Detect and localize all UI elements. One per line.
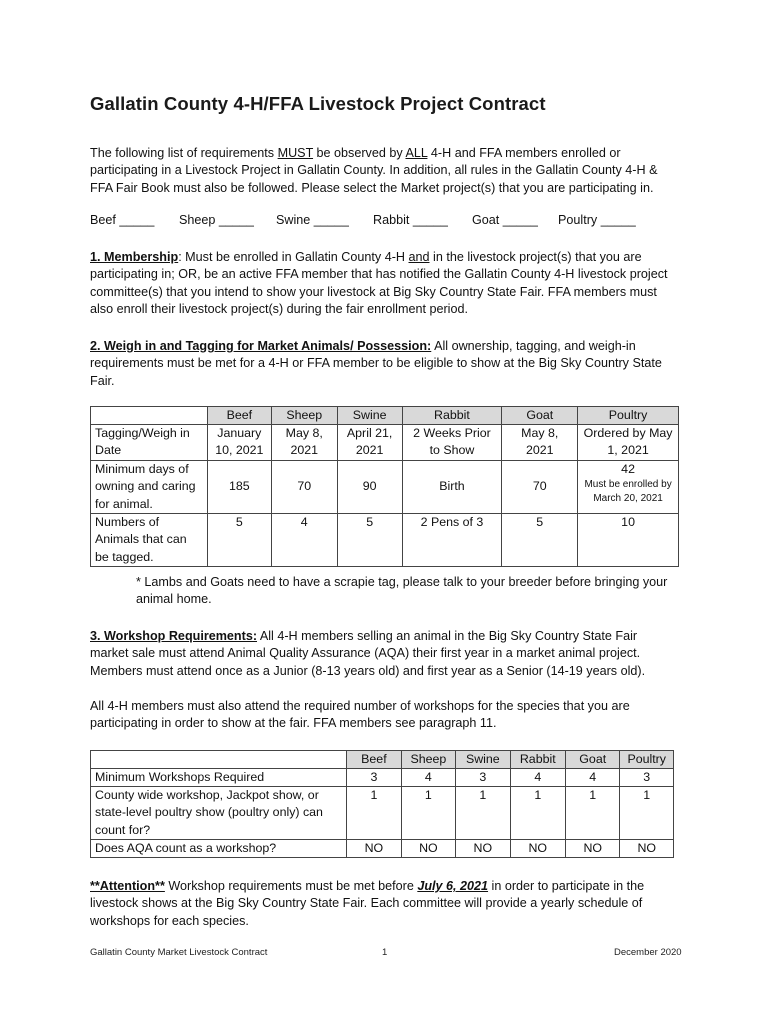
workshop-heading: 3. Workshop Requirements: — [90, 629, 258, 643]
cell: Ordered by May 1, 2021 — [578, 425, 679, 461]
cell: 90 — [337, 460, 402, 513]
cell: 4 — [271, 514, 337, 567]
option-goat[interactable]: Goat _____ — [472, 213, 538, 227]
cell: 2 Weeks Prior to Show — [402, 425, 502, 461]
cell: NO — [620, 839, 674, 857]
cell: 1 — [510, 787, 565, 840]
header-beef: Beef — [347, 751, 401, 769]
membership-text-2: in the livestock project(s) that you are participating in; OR, be an active FFA member that has notified the Gallatin County 4-H livestock project committee(s) that you intend to show your livestock at Big Sky Country State Fair. FFA members must also enroll their livestock project(s) during the fair enrollment period. — [90, 250, 668, 317]
table-row — [91, 460, 679, 513]
footer-left: Gallatin County Market Livestock Contract — [90, 947, 268, 958]
membership-and: and — [408, 250, 430, 264]
workshop-table — [90, 750, 674, 858]
cell: NO — [510, 839, 565, 857]
cell-poultry-days — [578, 460, 679, 513]
intro-all: ALL — [405, 146, 428, 160]
cell: 3 — [456, 769, 510, 787]
table-header-row — [91, 751, 674, 769]
cell: 185 — [207, 460, 271, 513]
workshop-paragraph-2: All 4-H members must also attend the required number of workshops for the species that you are participating in order to show at the fair. FFA members see paragraph 11. — [90, 699, 630, 731]
cell: 5 — [502, 514, 578, 567]
cell: 1 — [401, 787, 455, 840]
row-label: Minimum Workshops Required — [91, 769, 347, 787]
cell-value: 42 — [621, 461, 635, 476]
table-row — [91, 514, 679, 567]
option-rabbit[interactable]: Rabbit _____ — [373, 213, 448, 227]
membership-heading: 1. Membership — [90, 250, 179, 264]
header-goat: Goat — [566, 751, 620, 769]
intro-text-3: 4-H and FFA members enrolled or participating in a Livestock Project in Gallatin County. In addition, all rules in the Gallatin County 4-H & FFA Fair Book must also be followed. Please select the Market project(s) that you are participating in. — [90, 146, 658, 195]
section-weigh-in — [90, 338, 675, 390]
cell: 10 — [578, 514, 679, 567]
cell: January 10, 2021 — [207, 425, 271, 461]
section-membership — [90, 249, 675, 319]
cell: NO — [401, 839, 455, 857]
cell: 4 — [401, 769, 455, 787]
header-blank — [91, 407, 208, 425]
cell: May 8, 2021 — [271, 425, 337, 461]
header-rabbit: Rabbit — [402, 407, 502, 425]
header-beef: Beef — [207, 407, 271, 425]
tagging-table — [90, 406, 679, 567]
cell: 5 — [337, 514, 402, 567]
attention-paragraph — [90, 878, 675, 930]
cell: 5 — [207, 514, 271, 567]
attention-text-1: Workshop requirements must be met before — [164, 879, 418, 893]
option-sheep[interactable]: Sheep _____ — [179, 213, 254, 227]
membership-text-1: : Must be enrolled in Gallatin County 4-H — [178, 250, 409, 264]
cell: NO — [347, 839, 401, 857]
cell: 3 — [347, 769, 401, 787]
attention-text-2: in order to participate in the livestock shows at the Big Sky Country State Fair. Each committee will provide a yearly schedule of workshops for each species. — [90, 879, 645, 928]
intro-text-2: be observed by — [313, 146, 406, 160]
header-swine: Swine — [337, 407, 402, 425]
header-rabbit: Rabbit — [510, 751, 565, 769]
cell: 2 Pens of 3 — [402, 514, 502, 567]
header-goat: Goat — [502, 407, 578, 425]
row-label: County wide workshop, Jackpot show, or state-level poultry show (poultry only) can count for? — [91, 787, 347, 840]
header-poultry: Poultry — [578, 407, 679, 425]
cell: 70 — [502, 460, 578, 513]
weigh-in-heading: 2. Weigh in and Tagging for Market Animals/ Possession: — [90, 339, 432, 353]
footer-page-number: 1 — [382, 947, 388, 958]
section-workshop — [90, 628, 675, 680]
table-row — [91, 787, 674, 840]
header-sheep: Sheep — [401, 751, 455, 769]
footer-right: December 2020 — [614, 947, 682, 958]
table-header-row — [91, 407, 679, 425]
weigh-in-text: All ownership, tagging, and weigh-in requirements must be met for a 4-H or FFA member to be eligible to show at the Big Sky Country State Fair. — [90, 339, 662, 388]
cell: 1 — [566, 787, 620, 840]
cell: 1 — [347, 787, 401, 840]
option-swine[interactable]: Swine _____ — [276, 213, 349, 227]
row-label: Tagging/Weigh in Date — [91, 425, 208, 461]
table-row — [91, 425, 679, 461]
cell: May 8, 2021 — [502, 425, 578, 461]
poultry-note: Must be enrolled by March 20, 2021 — [584, 479, 672, 505]
attention-label: **Attention** — [90, 879, 165, 893]
header-swine: Swine — [456, 751, 510, 769]
cell: 4 — [566, 769, 620, 787]
intro-paragraph — [90, 145, 675, 197]
header-sheep: Sheep — [271, 407, 337, 425]
row-label: Minimum days of owning and caring for animal. — [91, 460, 208, 513]
cell: 1 — [456, 787, 510, 840]
intro-must: MUST — [277, 146, 314, 160]
cell: NO — [456, 839, 510, 857]
cell: Birth — [402, 460, 502, 513]
option-beef[interactable]: Beef _____ — [90, 213, 155, 227]
header-poultry: Poultry — [620, 751, 674, 769]
option-poultry[interactable]: Poultry _____ — [558, 213, 636, 227]
attention-date: July 6, 2021 — [417, 879, 489, 893]
table-row — [91, 839, 674, 857]
cell: 3 — [620, 769, 674, 787]
row-label: Numbers of Animals that can be tagged. — [91, 514, 208, 567]
intro-text-1: The following list of requirements — [90, 146, 278, 160]
row-label: Does AQA count as a workshop? — [91, 839, 347, 857]
scrapie-note: * Lambs and Goats need to have a scrapie tag, please talk to your breeder before bringing your animal home. — [136, 575, 668, 607]
cell: 1 — [620, 787, 674, 840]
page-title: Gallatin County 4-H/FFA Livestock Project Contract — [90, 93, 546, 114]
workshop-text: All 4-H members selling an animal in the Big Sky Country State Fair market sale must attend Animal Quality Assurance (AQA) their first year in a market animal project. Members must attend once as a Junior (8-13 years old) and first year as a Senior (14-19 years old). — [90, 629, 646, 678]
header-blank — [91, 751, 347, 769]
cell: 70 — [271, 460, 337, 513]
cell: NO — [566, 839, 620, 857]
cell: 4 — [510, 769, 565, 787]
table-row — [91, 769, 674, 787]
cell: April 21, 2021 — [337, 425, 402, 461]
